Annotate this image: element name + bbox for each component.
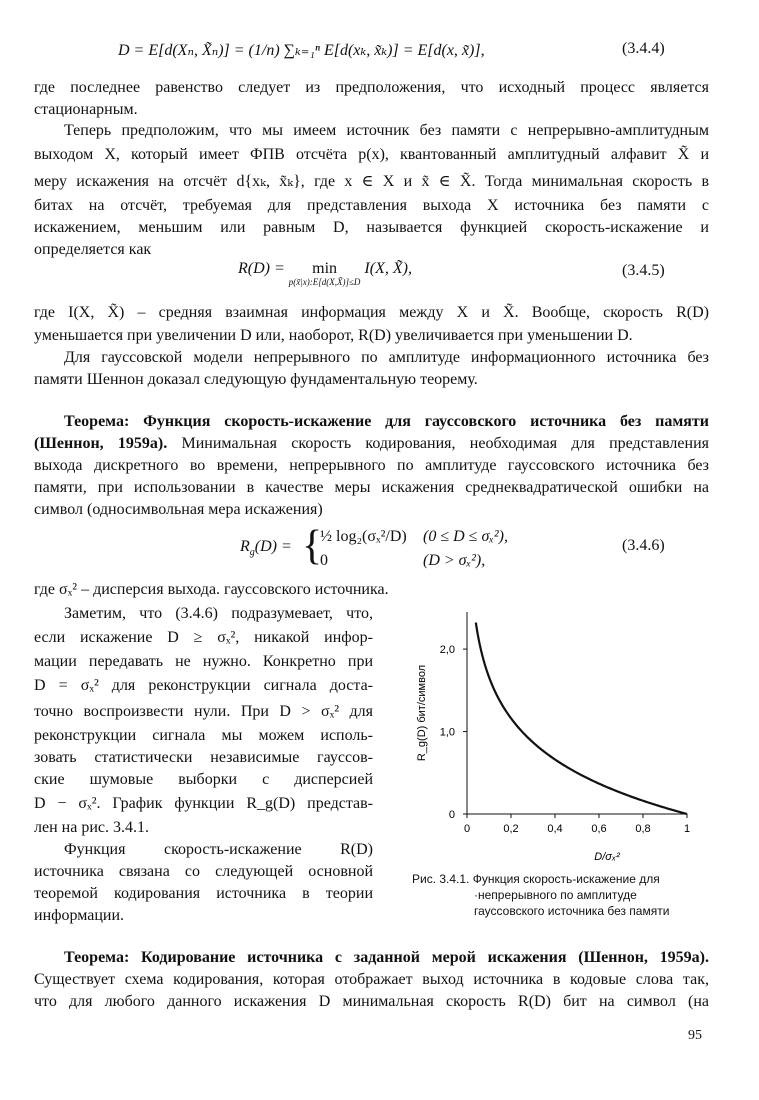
theorem2-line-2: что для любого данного искажения D минимальная скорость R(D) бит на символ (на — [34, 993, 709, 1010]
y-tick-label: 1,0 — [439, 726, 455, 739]
theorem1-line-2-rest: Минимальная скорость кодирования, необходимая для представления — [181, 435, 709, 452]
eq346-lhs-arg: (D) = — [254, 538, 292, 555]
p2-line-6: определяется как — [34, 241, 152, 258]
p4-line-1: Для гауссовской модели непрерывного по амплитуде информационного источника без — [64, 349, 709, 366]
x-tick-label: 0,6 — [591, 823, 607, 835]
p7-line-1: Функция скорость-искажение R(D) — [64, 841, 373, 858]
eq345-sub: p(x̃|x):E[d(X,X̃)]≤D — [288, 277, 361, 287]
eq346-cond1: (0 ≤ D ≤ σₓ²), — [423, 528, 509, 545]
eq345-lhs: R(D) = — [238, 260, 289, 277]
p6-line-9: D − σₓ². График функции R_g(D) представ- — [34, 795, 373, 812]
rate-distortion-curve — [476, 623, 687, 814]
p6-line-4: D = σₓ² для реконструкции сигнала доста- — [34, 677, 373, 694]
eq346-lhs — [240, 538, 292, 558]
p2-line-1: Теперь предположим, что мы имеем источник без памяти с непрерывно-амплитудным — [64, 122, 709, 139]
p7-line-3: теоремой кодирования источника в теории — [34, 885, 373, 902]
x-tick-label: 0,4 — [547, 823, 563, 835]
p4-line-2: памяти Шеннон доказал следующую фундаментальную теорему. — [34, 371, 478, 388]
p6-line-3: мации передавать не нужно. Конкретно при — [34, 653, 373, 670]
p1-line-2: стационарным. — [34, 101, 138, 118]
eq345-op: min — [312, 260, 338, 277]
eq344-text: D = E[d(Xₙ, X̃ₙ)] = (1/n) ∑ₖ₌₁ⁿ E[d(xₖ, x̃ₖ)] = E[d(x, x̃)], — [118, 42, 485, 59]
y-tick-label: 2,0 — [439, 644, 455, 657]
p3-line-2: уменьшается при увеличении D или, наоборот, R(D) увеличивается при уменьшении D. — [34, 327, 633, 344]
x-tick-label: 1 — [683, 823, 691, 835]
eq346-case1: ½ log₂(σₓ²/D) — [320, 528, 407, 545]
p6-line-2: если искажение D ≥ σₓ², никакой инфор- — [34, 629, 373, 646]
eq345-number: (3.4.5) — [622, 262, 665, 279]
figure-caption-line-2: ·непрерывного по амплитуде — [474, 888, 637, 902]
eq345-min — [289, 260, 361, 296]
p6-line-7: зовать статистически независимые гауссов- — [34, 749, 373, 766]
theorem1-line-5: символ (односимвольная мера искажения) — [34, 501, 323, 518]
p2-line-4: битах на отсчёт, требуемая для представления выхода X источника без памяти с — [34, 197, 709, 214]
theorem1-title-b: (Шеннон, 1959а). — [34, 435, 168, 452]
p2-line-2: выходом X, который имеет ФПВ отсчёта p(x), квантованный амплитудный алфавит X̃ и — [34, 146, 709, 163]
y-axis-label: R_g(D) бит/символ — [416, 664, 428, 762]
p7-line-4: информации. — [34, 907, 125, 924]
theorem2-line-1: Существует схема кодирования, которая отображает выход источника в кодовые слова так, — [34, 971, 709, 988]
equation-3-4-4 — [118, 40, 485, 60]
figure-caption-line-3: гауссовского источника без памяти — [474, 904, 670, 918]
p5-line: где σₓ² – дисперсия выхода. гауссовского источника. — [34, 581, 389, 598]
theorem1-line-2 — [34, 434, 709, 454]
p2-line-3: меру искажения на отсчёт d{xₖ, x̃ₖ}, где x ∈ X и x̃ ∈ X̃. Тогда минимальная скорость в — [34, 173, 709, 190]
eq344-number: (3.4.4) — [622, 40, 665, 57]
x-tick-label: 0,2 — [503, 823, 519, 835]
eq345-rhs: I(X, X̃), — [364, 260, 412, 277]
theorem1-title: Теорема: Функция скорость-искажение для гауссовского источника без памяти — [64, 413, 709, 430]
p2-line-5: искажением, меньшим или равным D, называется функцией скорость-искажение и — [34, 219, 709, 236]
p6-line-8: ские шумовые выборки с дисперсией — [34, 771, 373, 788]
page-number: 95 — [688, 1028, 702, 1043]
figure-caption-line-1: Рис. 3.4.1. Функция скорость-искажение для — [412, 872, 660, 886]
theorem1-line-4: памяти, при использовании в качестве меры искажения среднеквадратической ошибки на — [34, 479, 709, 496]
x-tick-label: 0,8 — [635, 823, 651, 835]
eq346-brace: { — [302, 523, 323, 569]
p3-line-1: где I(X, X̃) – средняя взаимная информация между X и X̃. Вообще, скорость R(D) — [34, 304, 709, 321]
theorem2-title: Теорема: Кодирование источника с заданной мерой искажения (Шеннон, 1959а). — [64, 949, 709, 966]
equation-3-4-5 — [238, 260, 412, 296]
p6-line-1: Заметим, что (3.4.6) подразумевает, что, — [64, 605, 373, 622]
eq346-number: (3.4.6) — [622, 537, 665, 554]
eq346-case2: 0 — [320, 552, 328, 569]
theorem1-line-3: выхода дискретного во времени, непрерывного по амплитуде гауссовского источника без — [34, 457, 709, 474]
p6-line-10: лен на рис. 3.4.1. — [34, 819, 149, 836]
eq346-cond2: (D > σₓ²), — [423, 552, 486, 569]
x-tick-label: 0 — [463, 823, 471, 835]
p6-line-6: реконструкции сигнала мы можем исполь- — [34, 727, 373, 744]
x-axis-label: D/σₓ² — [594, 851, 620, 863]
p1-line-1: где последнее равенство следует из предположения, что исходный процесс является — [34, 79, 709, 96]
p6-line-5: точно воспроизвести нули. При D > σₓ² для — [34, 703, 373, 720]
eq346-lhs-r: R — [240, 538, 250, 555]
y-tick-label: 0 — [448, 809, 455, 821]
p7-line-2: источника связана со следующей основной — [34, 863, 373, 880]
eq346-lhs-sub: g — [249, 547, 255, 558]
equation-3-4-6 — [240, 523, 540, 574]
